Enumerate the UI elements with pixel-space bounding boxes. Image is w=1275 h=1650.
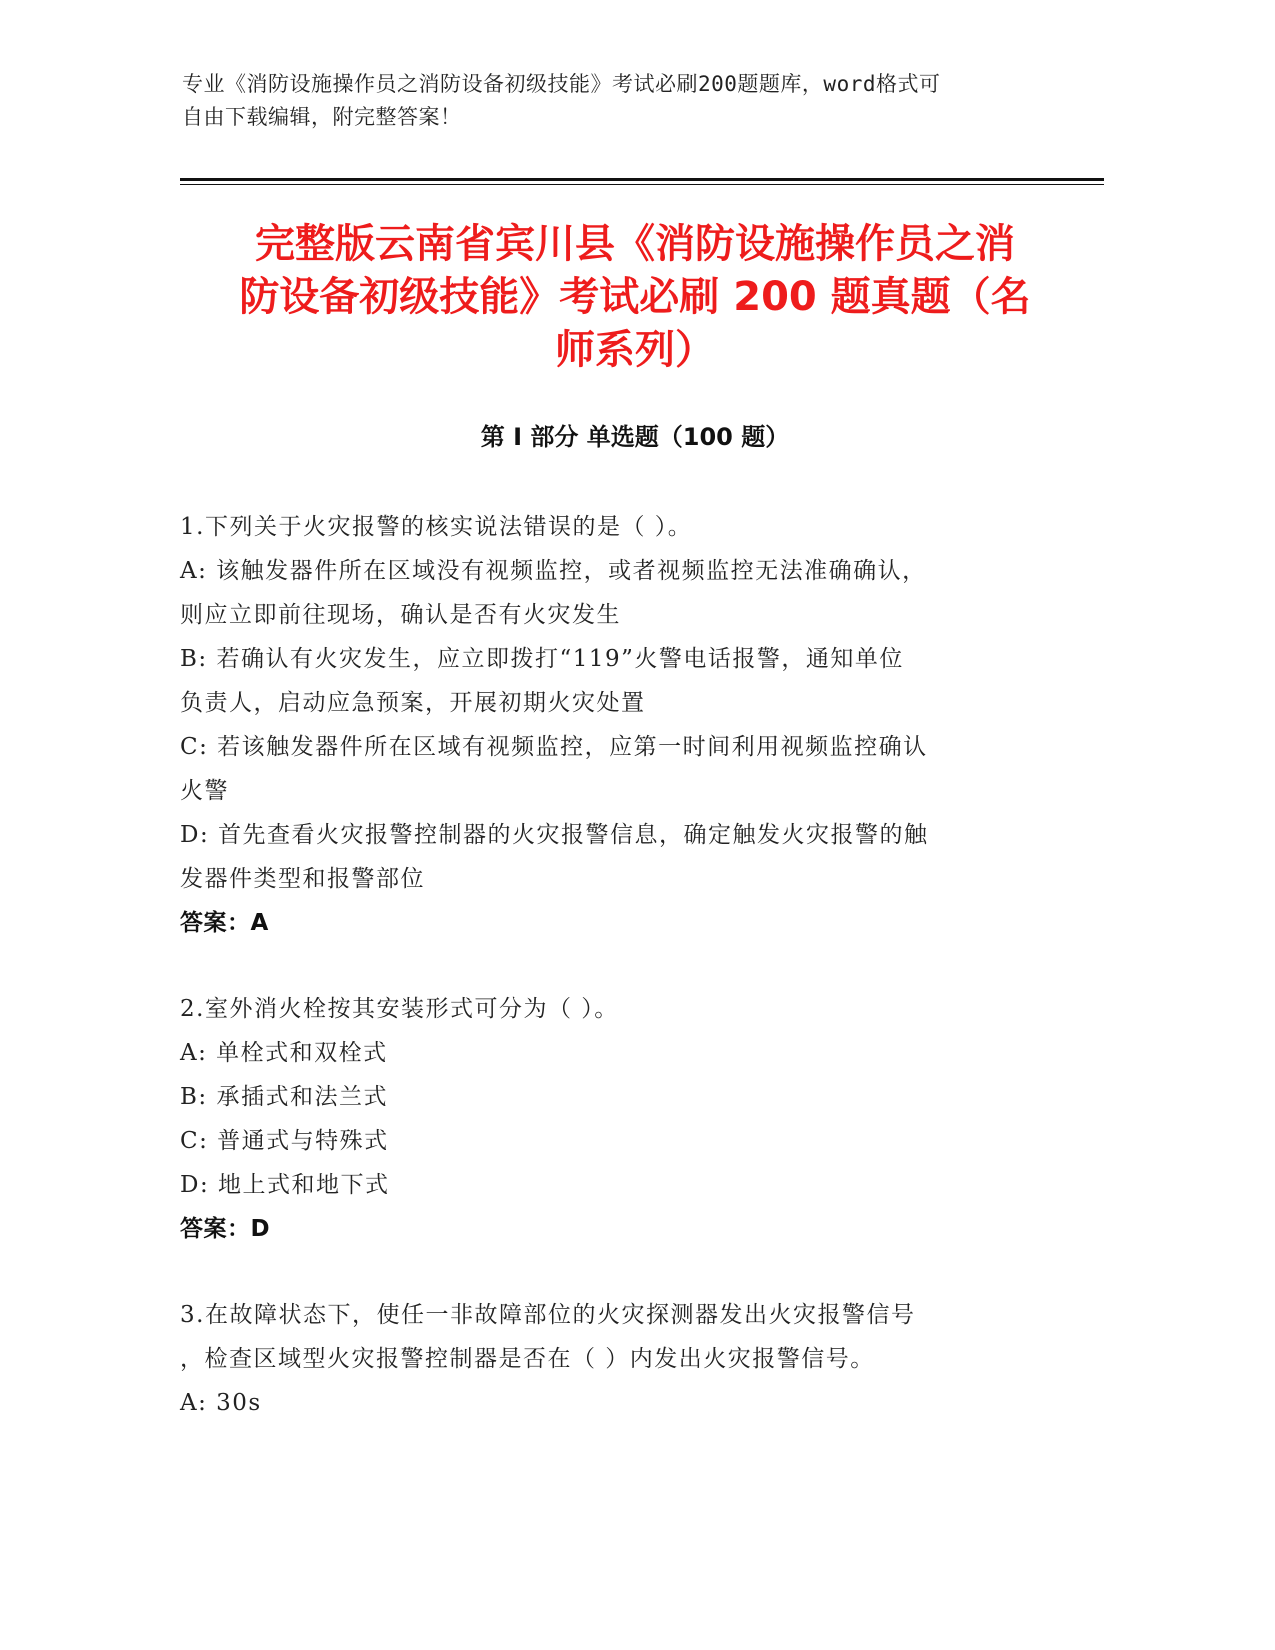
option-c: C: 若该触发器件所在区域有视频监控，应第一时间利用视频监控确认 [180, 734, 928, 760]
question-1 [180, 505, 1060, 945]
option-d: D: 首先查看火灾报警控制器的火灾报警信息，确定触发火灾报警的触 [180, 822, 929, 848]
answer-label: 答案：A [180, 910, 269, 936]
option-c: C: 普通式与特殊式 [180, 1128, 389, 1154]
option-b: B: 若确认有火灾发生，应立即拨打“119”火警电话报警，通知单位 [180, 646, 904, 672]
title-line: 师系列） [555, 327, 715, 373]
option-a-continued: 则应立即前往现场，确认是否有火灾发生 [180, 602, 621, 628]
question-2 [180, 987, 1060, 1251]
header-divider-thick [180, 178, 1104, 181]
question-stem: 1.下列关于火灾报警的核实说法错误的是（ ）。 [180, 514, 693, 540]
header-note [182, 68, 1062, 134]
question-stem: 2.室外消火栓按其安装形式可分为（ ）。 [180, 996, 619, 1022]
option-b: B: 承插式和法兰式 [180, 1084, 388, 1110]
option-a: A: 该触发器件所在区域没有视频监控，或者视频监控无法准确确认， [180, 558, 927, 584]
option-a: A: 单栓式和双栓式 [180, 1040, 388, 1066]
question-stem-continued: ，检查区域型火灾报警控制器是否在（ ）内发出火灾报警信号。 [180, 1346, 875, 1372]
option-d-continued: 发器件类型和报警部位 [180, 866, 425, 892]
header-divider-thin [180, 184, 1104, 185]
option-a: A: 30s [180, 1390, 262, 1416]
document-title [180, 218, 1090, 377]
answer-label: 答案：D [180, 1216, 271, 1242]
title-line: 防设备初级技能》考试必刷 200 题真题（名 [239, 274, 1031, 320]
title-line: 完整版云南省宾川县《消防设施操作员之消 [255, 221, 1015, 267]
option-c-continued: 火警 [180, 778, 229, 804]
header-note-line: 专业《消防设施操作员之消防设备初级技能》考试必刷200题题库，word格式可 [182, 72, 941, 96]
option-d: D: 地上式和地下式 [180, 1172, 390, 1198]
question-list [180, 505, 1060, 1425]
header-note-line: 自由下载编辑，附完整答案！ [182, 105, 462, 129]
question-stem: 3.在故障状态下，使任一非故障部位的火灾探测器发出火灾报警信号 [180, 1302, 916, 1328]
option-b-continued: 负责人，启动应急预案，开展初期火灾处置 [180, 690, 646, 716]
section-heading: 第 I 部分 单选题（100 题） [480, 423, 790, 451]
question-3 [180, 1293, 1060, 1425]
